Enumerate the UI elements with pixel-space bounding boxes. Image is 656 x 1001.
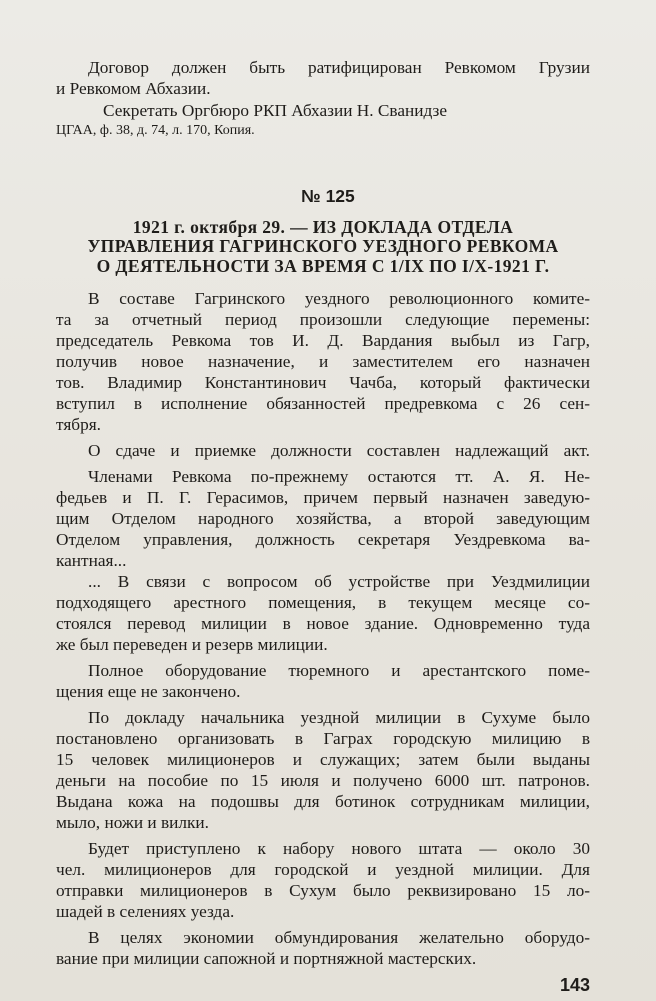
document-heading-line: О ДЕЯТЕЛЬНОСТИ ЗА ВРЕМЯ С 1/IX ПО I/X-1921 Г. [96, 256, 550, 276]
paragraph-line: вание при милиции сапожной и портняжной мастерских. [56, 949, 477, 968]
paragraph-line: та за отчетный период произошли следующие перемены: [56, 310, 590, 329]
paragraph-line: шадей в селениях уезда. [56, 902, 235, 921]
paragraph-line: Будет приступлено к набору нового штата — около 30 [88, 839, 590, 858]
paragraph-line: В целях экономии обмундирования желательно оборудо- [88, 928, 590, 947]
paragraph-line: постановлено организовать в Гаграх городскую милицию в [56, 729, 590, 748]
paragraph-line: тября. [56, 415, 101, 434]
paragraph-line: В составе Гагринского уездного революционного комите- [88, 289, 590, 308]
text-line: Договор должен быть ратифицирован Ревкомом Грузии [88, 58, 590, 77]
document-number: № 125 [301, 186, 355, 206]
paragraph-line: тов. Владимир Константинович Чачба, который фактически [56, 373, 590, 392]
paragraph-line: мыло, ножи и вилки. [56, 813, 209, 832]
paragraph-line: вступил в исполнение обязанностей предревкома с 26 сен- [56, 394, 590, 413]
paragraph-line: Выдана кожа на подошвы для ботинок сотрудникам милиции, [56, 792, 590, 811]
paragraph-line: щим Отделом народного хозяйства, а второй заведующим [56, 509, 590, 528]
paragraph-line: По докладу начальника уездной милиции в Сухуме было [88, 708, 590, 727]
paragraph-line: Отделом управления, должность секретаря Уездревкома ва- [56, 530, 590, 549]
paragraph-line: ... В связи с вопросом об устройстве при Уездмилиции [88, 572, 590, 591]
document-heading-line: 1921 г. октября 29. — ИЗ ДОКЛАДА ОТДЕЛА [132, 217, 514, 237]
paragraph-line: отправки милиционеров в Сухум было реквизировано 15 ло- [56, 881, 590, 900]
paragraph-line: 15 человек милиционеров и служащих; затем были выданы [56, 750, 590, 769]
paragraph-line: подходящего арестного помещения, в текущем месяце со- [56, 593, 590, 612]
paragraph-line: Полное оборудование тюремного и арестантского поме- [88, 661, 590, 680]
paragraph-line: чел. милиционеров для городской и уездной милиции. Для [56, 860, 590, 879]
text-line: и Ревкомом Абхазии. [56, 79, 211, 98]
paragraph-line: щения еще не закончено. [56, 682, 241, 701]
signature-line: Секретать Оргбюро РКП Абхазии Н. Сванидзе [103, 101, 448, 120]
paragraph-line: Членами Ревкома по-прежнему остаются тт. А. Я. Не- [88, 467, 590, 486]
document-heading-line: УПРАВЛЕНИЯ ГАГРИНСКОГО УЕЗДНОГО РЕВКОМА [87, 236, 559, 256]
page-number: 143 [560, 975, 591, 995]
paragraph-line: кантная... [56, 551, 127, 570]
paragraph-line: председатель Ревкома тов И. Д. Вардания выбыл из Гагр, [56, 331, 590, 350]
archive-reference: ЦГАА, ф. 38, д. 74, л. 170, Копия. [56, 123, 255, 138]
paragraph-line: получив новое назначение, и заместителем его назначен [56, 352, 590, 371]
paragraph-line: деньги на пособие по 15 июля и получено 6000 шт. патронов. [56, 771, 590, 790]
paragraph-line: федьев и П. Г. Герасимов, причем первый назначен заведую- [56, 488, 590, 507]
paragraph-line: стоялся перевод милиции в новое здание. Одновременно туда [56, 614, 590, 633]
paragraph-line: же был переведен и резерв милиции. [56, 635, 328, 654]
paragraph-line: О сдаче и приемке должности составлен надлежащий акт. [88, 441, 590, 460]
